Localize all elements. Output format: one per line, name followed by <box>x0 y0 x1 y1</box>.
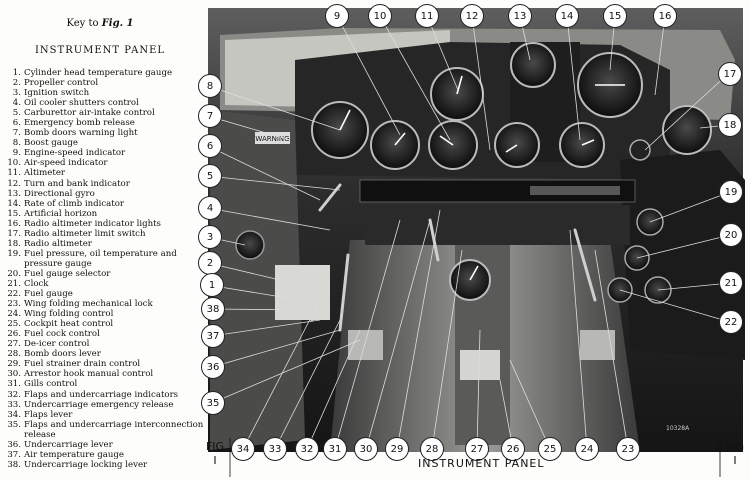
key-item <box>4 219 200 229</box>
key-item <box>4 379 200 389</box>
key-item <box>4 460 200 470</box>
key-item-text: Air-speed indicator <box>24 158 108 169</box>
key-item <box>4 78 200 88</box>
key-item <box>4 440 200 450</box>
key-item-text: Bomb doors warning light <box>24 128 138 139</box>
key-item <box>4 168 200 178</box>
key-item <box>4 209 200 219</box>
key-item-number: 20. <box>7 268 21 279</box>
key-item-text: Engine-speed indicator <box>24 148 126 159</box>
key-item-text: Clock <box>24 278 49 289</box>
key-title-fig: Fig. 1 <box>101 18 134 29</box>
callout-10: 10 <box>368 4 392 28</box>
key-item-number: 35. <box>7 419 21 430</box>
key-item <box>4 400 200 410</box>
key-item-number: 18. <box>7 238 21 249</box>
key-item-text: Propeller control <box>24 78 99 89</box>
key-item-number: 3. <box>12 88 21 99</box>
key-item-text: Fuel gauge selector <box>24 268 111 279</box>
key-item-text: Cockpit heat control <box>24 319 114 330</box>
key-item-number: 15. <box>7 208 21 219</box>
key-item-number: 28. <box>7 349 21 360</box>
instrument-key <box>0 0 204 477</box>
key-item-number: 12. <box>7 178 21 189</box>
key-item <box>4 309 200 319</box>
callout-13: 13 <box>508 4 532 28</box>
key-item-text: Emergency bomb release <box>24 118 135 129</box>
callout-18: 18 <box>718 113 742 137</box>
key-item-number: 11. <box>7 168 21 179</box>
key-item-text: Flaps and undercarriage indicators <box>24 389 179 400</box>
key-item-number: 37. <box>7 449 21 460</box>
key-item <box>4 319 200 329</box>
key-item-number: 17. <box>7 228 21 239</box>
fig-left-word: FIG <box>205 440 225 453</box>
callout-35: 35 <box>201 391 225 415</box>
callout-15: 15 <box>603 4 627 28</box>
callout-23: 23 <box>616 437 640 461</box>
key-item-text: Directional gyro <box>24 188 95 199</box>
key-item-number: 16. <box>7 218 21 229</box>
key-item-text: Undercarriage lever <box>24 439 113 450</box>
key-item <box>4 189 200 199</box>
key-item-number: 22. <box>7 289 21 300</box>
callout-2: 2 <box>198 251 222 275</box>
key-item-number: 1. <box>12 68 21 78</box>
fig-label-left <box>202 440 228 468</box>
key-item <box>4 419 204 440</box>
photo-caption: INSTRUMENT PANEL <box>418 457 545 470</box>
key-item-text: De-icer control <box>24 339 90 350</box>
key-item <box>4 118 200 128</box>
callout-31: 31 <box>323 437 347 461</box>
key-item <box>4 369 200 379</box>
key-item-text: Radio altimeter limit switch <box>24 228 146 239</box>
key-item <box>4 229 200 239</box>
key-list <box>4 68 204 470</box>
key-item-number: 21. <box>7 278 21 289</box>
key-item-continuation: pressure gauge <box>24 258 92 269</box>
negative-number: 10328A <box>666 425 690 432</box>
key-item-number: 9. <box>12 148 21 159</box>
key-item <box>4 359 200 369</box>
key-item <box>4 269 200 279</box>
callout-1: 1 <box>200 273 224 297</box>
callout-19: 19 <box>719 180 743 204</box>
key-item-number: 7. <box>12 128 21 139</box>
key-item-text: Flaps lever <box>24 409 73 420</box>
key-item-text: Wing folding mechanical lock <box>24 299 153 310</box>
callout-7: 7 <box>198 104 222 128</box>
key-item <box>4 138 200 148</box>
key-item-number: 31. <box>7 379 21 390</box>
key-item-number: 30. <box>7 369 21 380</box>
key-subtitle: INSTRUMENT PANEL <box>34 45 166 56</box>
key-item <box>4 279 200 289</box>
key-item <box>4 199 200 209</box>
key-item-text: Undercarriage locking lever <box>24 459 148 470</box>
warning-label-text: WARNING <box>255 135 290 143</box>
key-item <box>4 148 200 158</box>
key-item-number: 36. <box>7 439 21 450</box>
callout-30: 30 <box>354 437 378 461</box>
fig-right-word: FIG <box>725 440 745 453</box>
callout-16: 16 <box>653 4 677 28</box>
key-item-text: Fuel gauge <box>24 289 73 300</box>
key-item-text: Artificial horizon <box>24 208 98 219</box>
key-item <box>4 249 200 269</box>
key-item-number: 13. <box>7 188 21 199</box>
callout-33: 33 <box>263 437 287 461</box>
callout-3: 3 <box>198 225 222 249</box>
key-item <box>4 410 200 420</box>
key-item-text: Bomb doors lever <box>24 349 101 360</box>
key-item-number: 14. <box>7 198 21 209</box>
key-item-text: Radio altimeter indicator lights <box>24 218 161 229</box>
key-item-number: 23. <box>7 299 21 310</box>
key-item <box>4 179 200 189</box>
key-item <box>4 299 200 309</box>
callout-20: 20 <box>719 223 743 247</box>
key-item-number: 32. <box>7 389 21 400</box>
key-item-number: 10. <box>7 158 21 169</box>
key-item-text: Flaps and undercarriage interconnection <box>24 419 204 430</box>
callout-26: 26 <box>501 437 525 461</box>
key-item <box>4 390 200 400</box>
key-item-text: Ignition switch <box>24 88 90 99</box>
key-item-text: Arrestor hook manual control <box>24 369 154 380</box>
key-item <box>4 98 200 108</box>
callout-6: 6 <box>198 134 222 158</box>
key-item <box>4 88 200 98</box>
callout-27: 27 <box>465 437 489 461</box>
key-item-number: 29. <box>7 359 21 370</box>
key-item-number: 5. <box>12 108 21 119</box>
key-item <box>4 339 200 349</box>
key-item-number: 2. <box>12 78 21 89</box>
callout-4: 4 <box>198 196 222 220</box>
key-item <box>4 68 200 78</box>
key-item <box>4 128 200 138</box>
key-item-number: 4. <box>12 98 21 109</box>
cockpit-illustration <box>200 0 750 477</box>
fig-left-numeral: I <box>213 454 217 467</box>
key-item <box>4 349 200 359</box>
key-item-text: Fuel strainer drain control <box>24 359 141 370</box>
key-item-number: 19. <box>7 248 21 259</box>
key-item-number: 25. <box>7 319 21 330</box>
key-item <box>4 158 200 168</box>
key-item <box>4 289 200 299</box>
callout-17: 17 <box>718 62 742 86</box>
key-item-text: Fuel pressure, oil temperature and <box>24 248 177 259</box>
key-item <box>4 329 200 339</box>
callout-37: 37 <box>201 324 225 348</box>
undercarriage-box <box>275 265 330 320</box>
callout-34: 34 <box>231 437 255 461</box>
callout-11: 11 <box>415 4 439 28</box>
callout-24: 24 <box>575 437 599 461</box>
key-item-number: 24. <box>7 309 21 320</box>
key-item <box>4 239 200 249</box>
callout-22: 22 <box>719 310 743 334</box>
key-item-text: Gills control <box>24 379 78 390</box>
callout-12: 12 <box>460 4 484 28</box>
callout-14: 14 <box>555 4 579 28</box>
fig-label-right <box>722 440 748 468</box>
key-item <box>4 450 200 460</box>
callout-36: 36 <box>201 355 225 379</box>
key-item-number: 8. <box>12 138 21 149</box>
key-item-text: Air temperature gauge <box>24 449 124 460</box>
key-item-text: Rate of climb indicator <box>24 198 125 209</box>
key-item-text: Fuel cock control <box>24 329 100 340</box>
key-item-text: Boost gauge <box>24 138 79 149</box>
key-title-prefix: Key to <box>66 18 99 29</box>
callout-21: 21 <box>719 271 743 295</box>
key-item-text: Radio altimeter <box>24 238 92 249</box>
callout-8: 8 <box>198 74 222 98</box>
key-item-number: 6. <box>12 118 21 129</box>
callout-9: 9 <box>325 4 349 28</box>
key-item-text: Undercarriage emergency release <box>24 399 174 410</box>
key-item-number: 33. <box>7 399 21 410</box>
callout-5: 5 <box>198 164 222 188</box>
cockpit-photo <box>200 0 750 477</box>
key-item-number: 27. <box>7 339 21 350</box>
key-item-continuation: release <box>24 429 56 440</box>
key-item-number: 26. <box>7 329 21 340</box>
key-item-text: Wing folding control <box>24 309 114 320</box>
key-item <box>4 108 200 118</box>
callout-38: 38 <box>201 297 225 321</box>
callout-28: 28 <box>420 437 444 461</box>
key-item-text: Altimeter <box>24 168 66 179</box>
key-item-text: Cylinder head temperature gauge <box>24 68 173 78</box>
key-item-text: Carburettor air-intake control <box>24 108 155 119</box>
callout-29: 29 <box>385 437 409 461</box>
callout-25: 25 <box>538 437 562 461</box>
callout-32: 32 <box>295 437 319 461</box>
fig-right-numeral: I <box>733 454 737 467</box>
key-item-text: Oil cooler shutters control <box>24 98 139 109</box>
key-title <box>0 18 200 29</box>
key-item-number: 34. <box>7 409 21 420</box>
key-item-number: 38. <box>7 459 21 470</box>
key-item-text: Turn and bank indicator <box>24 178 130 189</box>
